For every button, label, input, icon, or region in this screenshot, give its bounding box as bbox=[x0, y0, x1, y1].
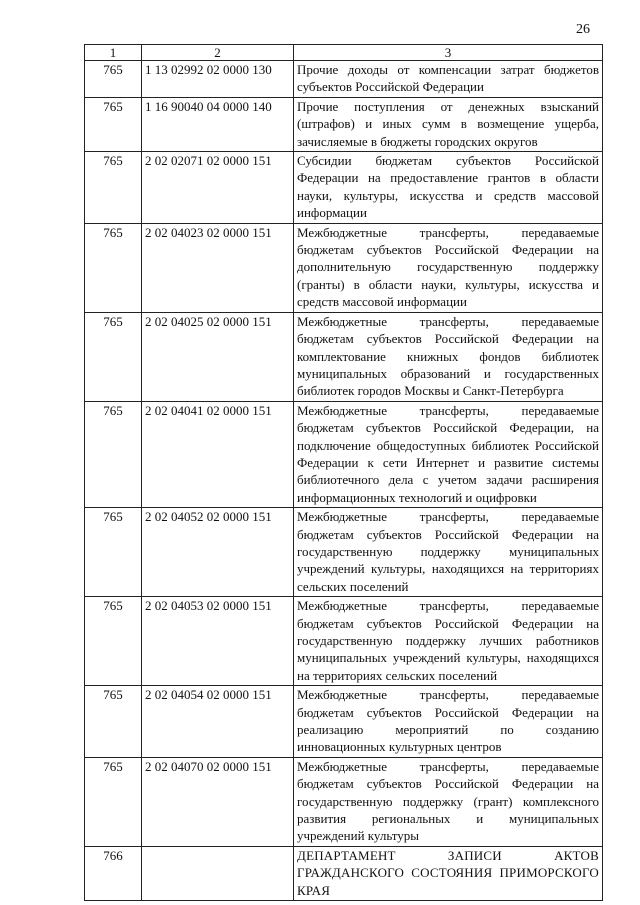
table-row bbox=[85, 757, 603, 846]
budget-code-cell: 1 16 90040 04 0000 140 bbox=[142, 97, 294, 151]
budget-code-cell: 1 13 02992 02 0000 130 bbox=[142, 61, 294, 98]
revenue-description-cell: Прочие поступления от денежных взысканий (штрафов) и иных сумм в возмещение ущерба, зачисляемые в бюджеты городских округов bbox=[294, 97, 603, 151]
table-row bbox=[85, 401, 603, 507]
budget-code-cell: 2 02 04025 02 0000 151 bbox=[142, 312, 294, 401]
table-body bbox=[85, 61, 603, 901]
page-number: 26 bbox=[576, 22, 590, 37]
budget-code-cell bbox=[142, 846, 294, 900]
administrator-code-cell: 765 bbox=[85, 401, 142, 507]
table-header-row bbox=[85, 45, 603, 61]
revenue-description-cell: Субсидии бюджетам субъектов Российской Федерации на предоставление грантов в области науки, культуры, искусства и средств массовой информации bbox=[294, 152, 603, 224]
administrator-code-cell: 766 bbox=[85, 846, 142, 900]
budget-code-cell: 2 02 04023 02 0000 151 bbox=[142, 223, 294, 312]
revenue-description-cell: Межбюджетные трансферты, передаваемые бюджетам субъектов Российской Федерации, на подключение общедоступных библиотек Российской Федерации к сети Интернет и развитие системы библиотечного дела с учетом задачи расширения информационных технологий и оцифровки bbox=[294, 401, 603, 507]
administrator-code-cell: 765 bbox=[85, 223, 142, 312]
table-row bbox=[85, 312, 603, 401]
table-row bbox=[85, 61, 603, 98]
department-heading-cell: ДЕПАРТАМЕНТ ЗАПИСИ АКТОВ ГРАЖДАНСКОГО СОСТОЯНИЯ ПРИМОРСКОГО КРАЯ bbox=[294, 846, 603, 900]
budget-code-cell: 2 02 04054 02 0000 151 bbox=[142, 686, 294, 758]
revenue-description-cell: Межбюджетные трансферты, передаваемые бюджетам субъектов Российской Федерации на реализацию мероприятий по созданию инновационных культурных центров bbox=[294, 686, 603, 758]
administrator-code-cell: 765 bbox=[85, 97, 142, 151]
table-row bbox=[85, 686, 603, 758]
administrator-code-cell: 765 bbox=[85, 61, 142, 98]
administrator-code-cell: 765 bbox=[85, 508, 142, 597]
revenue-description-cell: Прочие доходы от компенсации затрат бюджетов субъектов Российской Федерации bbox=[294, 61, 603, 98]
administrator-code-cell: 765 bbox=[85, 597, 142, 686]
table-row bbox=[85, 846, 603, 900]
budget-code-cell: 2 02 02071 02 0000 151 bbox=[142, 152, 294, 224]
budget-code-cell: 2 02 04070 02 0000 151 bbox=[142, 757, 294, 846]
table-row bbox=[85, 508, 603, 597]
table-row bbox=[85, 223, 603, 312]
column-header-3: 3 bbox=[294, 45, 603, 61]
table-row bbox=[85, 597, 603, 686]
revenue-description-cell: Межбюджетные трансферты, передаваемые бюджетам субъектов Российской Федерации на комплектование книжных фондов библиотек муниципальных образований и государственных библиотек городов Москвы и Санкт-Петербурга bbox=[294, 312, 603, 401]
column-header-1: 1 bbox=[85, 45, 142, 61]
administrator-code-cell: 765 bbox=[85, 312, 142, 401]
revenue-description-cell: Межбюджетные трансферты, передаваемые бюджетам субъектов Российской Федерации на дополнительную государственную поддержку (гранты) в области науки, культуры, искусства и средств массовой информации bbox=[294, 223, 603, 312]
administrator-code-cell: 765 bbox=[85, 757, 142, 846]
budget-code-cell: 2 02 04052 02 0000 151 bbox=[142, 508, 294, 597]
budget-classification-table bbox=[84, 44, 603, 901]
budget-code-cell: 2 02 04041 02 0000 151 bbox=[142, 401, 294, 507]
table-row bbox=[85, 152, 603, 224]
administrator-code-cell: 765 bbox=[85, 686, 142, 758]
revenue-description-cell: Межбюджетные трансферты, передаваемые бюджетам субъектов Российской Федерации на государственную поддержку муниципальных учреждений культуры, находящихся на территориях сельских поселений bbox=[294, 508, 603, 597]
budget-code-cell: 2 02 04053 02 0000 151 bbox=[142, 597, 294, 686]
revenue-description-cell: Межбюджетные трансферты, передаваемые бюджетам субъектов Российской Федерации на государственную поддержку лучших работников муниципальных учреждений культуры, находящихся на территориях сельских поселений bbox=[294, 597, 603, 686]
revenue-description-cell: Межбюджетные трансферты, передаваемые бюджетам субъектов Российской Федерации на государственную поддержку (грант) комплексного развития региональных и муниципальных учреждений культуры bbox=[294, 757, 603, 846]
column-header-2: 2 bbox=[142, 45, 294, 61]
administrator-code-cell: 765 bbox=[85, 152, 142, 224]
table-row bbox=[85, 97, 603, 151]
